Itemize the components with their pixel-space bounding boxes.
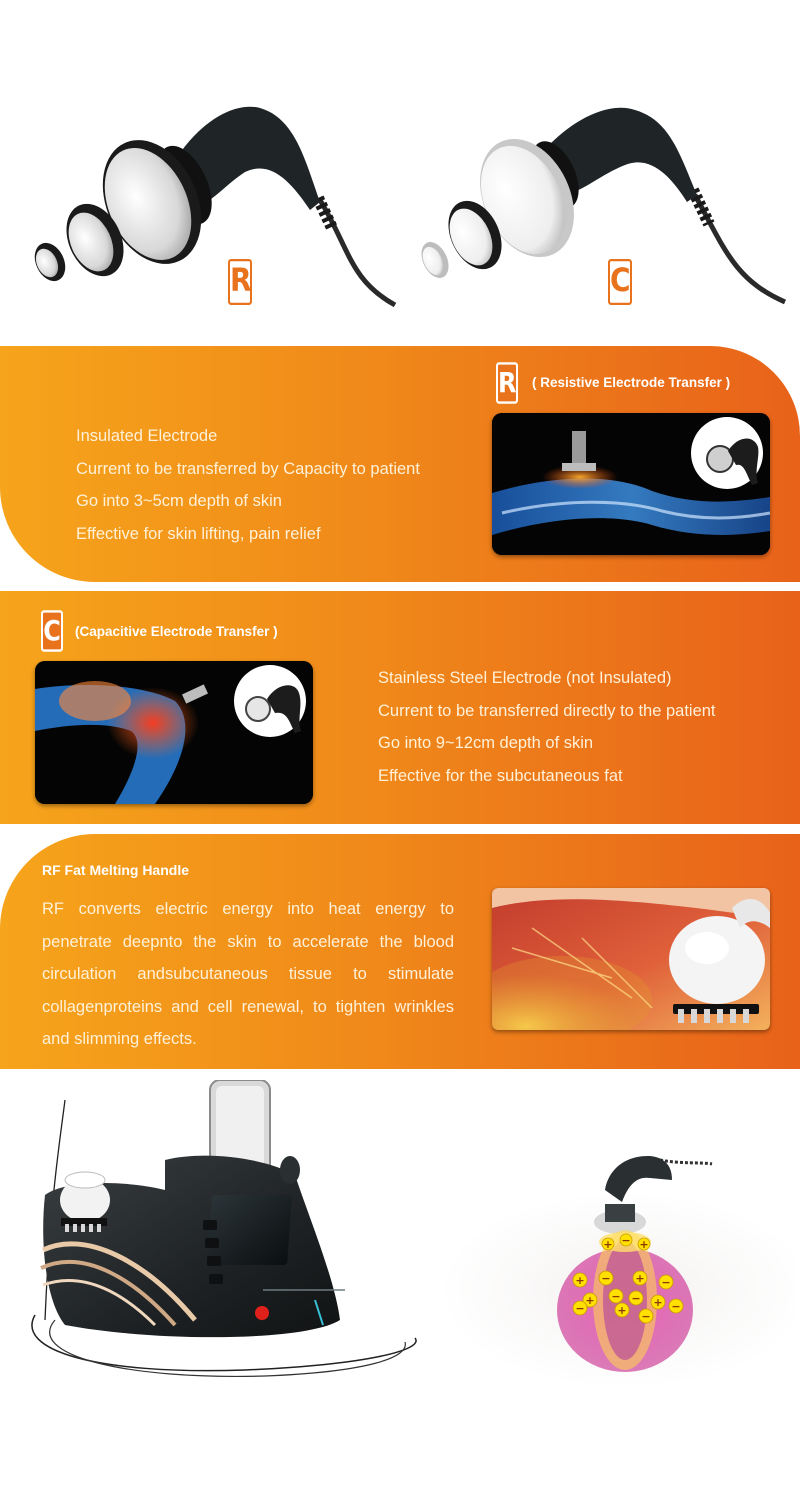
capacitive-feature: Go into 9~12cm depth of skin <box>378 734 594 752</box>
resistive-feature: Effective for skin lifting, pain relief <box>76 524 321 543</box>
resistive-feature: Insulated Electrode <box>76 427 218 445</box>
capacitive-section-badge: C <box>41 610 63 651</box>
svg-text:−: − <box>575 1302 585 1315</box>
svg-text:+: + <box>639 1238 649 1251</box>
resistive-treatment-image <box>492 413 770 555</box>
resistive-handle-icon <box>20 90 410 315</box>
svg-text:−: − <box>611 1290 621 1303</box>
capacitive-feature: Stainless Steel Electrode (not Insulated) <box>378 669 672 687</box>
rf-title: RF Fat Melting Handle <box>42 862 189 878</box>
svg-text:+: + <box>635 1272 645 1285</box>
resistive-title: ( Resistive Electrode Transfer ) <box>532 375 731 390</box>
capacitive-badge: C <box>608 259 632 305</box>
resistive-feature: Go into 3~5cm depth of skin <box>76 492 282 510</box>
capacitive-feature: Effective for the subcutaneous fat <box>378 766 623 785</box>
svg-text:+: + <box>603 1238 613 1251</box>
resistive-feature: Current to be transferred by Capacity to patient <box>76 459 420 478</box>
svg-text:+: + <box>653 1296 663 1309</box>
svg-text:+: + <box>617 1304 627 1317</box>
svg-text:−: − <box>621 1234 631 1247</box>
svg-text:+: + <box>585 1294 595 1307</box>
rf-machine-icon <box>5 1080 430 1385</box>
svg-text:−: − <box>661 1276 671 1289</box>
resistive-badge: R <box>228 259 252 305</box>
capacitive-feature-list <box>378 662 716 792</box>
resistive-section-badge: R <box>496 362 518 403</box>
body-treatment-illustration <box>440 1150 795 1390</box>
rf-handle-image <box>492 888 770 1030</box>
svg-text:−: − <box>671 1300 681 1313</box>
resistive-feature-list <box>76 420 420 550</box>
capacitive-treatment-image <box>35 661 313 804</box>
svg-text:−: − <box>601 1272 611 1285</box>
rf-description: RF converts electric energy into heat energy to penetrate deepnto the skin to accelerate the blood circulation andsubcutaneous tissue to stimulate collagenproteins and cell renewal, to tighten wrinkles and slimming effects. <box>42 900 454 1048</box>
capacitive-title: (Capacitive Electrode Transfer ) <box>75 624 278 639</box>
svg-text:−: − <box>631 1292 641 1305</box>
svg-text:+: + <box>575 1274 585 1287</box>
svg-text:−: − <box>641 1310 651 1323</box>
capacitive-feature: Current to be transferred directly to the patient <box>378 701 716 720</box>
